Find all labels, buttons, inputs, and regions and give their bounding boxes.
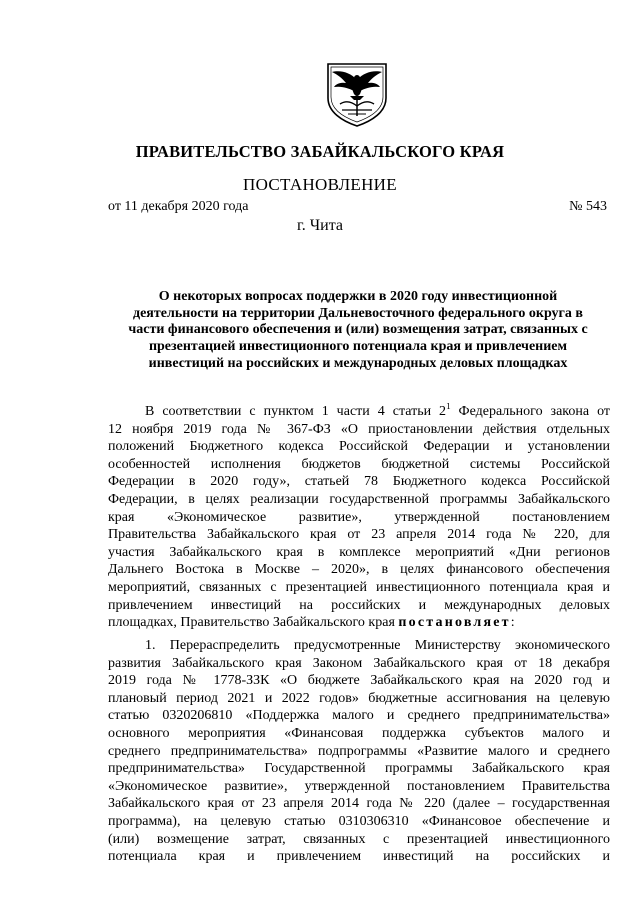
subject-line: презентацией инвестиционного потенциала края и привлечением bbox=[148, 339, 568, 355]
subject-line: деятельности на территории Дальневосточного федерального округа в bbox=[133, 305, 583, 321]
paragraph-line: Федерации в 2020 году», статьей 78 Бюджетного кодекса Российской bbox=[108, 474, 610, 490]
paragraph-line: особенностей исполнения бюджетов бюджетной системы Российской bbox=[108, 456, 610, 472]
coat-of-arms-emblem bbox=[322, 58, 392, 128]
document-type: ПОСТАНОВЛЕНИЕ bbox=[243, 175, 397, 194]
paragraph-line: Дальнего Востока в Москве – 2020», в целях финансового обеспечения bbox=[108, 562, 610, 578]
paragraph-line: Федерации, в целях реализации государственной программы Забайкальского bbox=[108, 491, 610, 507]
paragraph-line bbox=[108, 403, 610, 421]
document-date: от 11 декабря 2020 года bbox=[108, 199, 249, 214]
paragraph-line: предпринимательства» Государственной программы Забайкальского края bbox=[108, 761, 610, 777]
paragraph-line: привлечением инвестиций на российских и международных деловых bbox=[108, 597, 610, 613]
paragraph-line: потенциала края и привлечением инвестиций на российских и bbox=[108, 849, 610, 865]
paragraph-line: статью 0320206810 «Поддержка малого и среднего предпринимательства» bbox=[108, 708, 610, 724]
paragraph-line: (или) возмещение затрат, связанных с презентацией инвестиционного bbox=[108, 831, 610, 847]
text-fragment: В соответствии с пунктом 1 части 4 статьи 2 bbox=[145, 404, 447, 419]
paragraph-line: участия Забайкальского края в комплексе мероприятий «Дни регионов bbox=[108, 544, 610, 560]
paragraph-line: плановый период 2021 и 2022 годов» бюджетные ассигнования на целевую bbox=[108, 690, 610, 706]
paragraph-line: 2019 года № 1778-ЗЗК «О бюджете Забайкальского края на 2020 год и bbox=[108, 673, 610, 689]
text-fragment: : bbox=[510, 615, 515, 631]
paragraph-line: программа), на целевую статью 0310306310 «Финансовое обеспечение и bbox=[108, 813, 610, 829]
paragraph-line: положений Бюджетного кодекса Российской Федерации и установлении bbox=[108, 439, 610, 455]
paragraph-line: Правительства Забайкальского края от 23 апреля 2014 года № 220, для bbox=[108, 527, 610, 543]
superscript: 1 bbox=[446, 403, 451, 411]
paragraph-line bbox=[108, 614, 610, 632]
document-subject bbox=[108, 289, 608, 373]
paragraph-line: развития Забайкальского края Законом Забайкальского края от 18 декабря bbox=[108, 655, 610, 671]
paragraph-line: основного мероприятия «Финансовая поддержка субъектов малого и bbox=[108, 725, 610, 741]
paragraph-line: края «Экономическое развитие», утвержденной постановлением bbox=[108, 509, 610, 525]
paragraph-line: 12 ноября 2019 года № 367-ФЗ «О приостановлении действия отдельных bbox=[108, 421, 610, 437]
resolution-keyword: постановляет bbox=[398, 615, 511, 631]
subject-line: О некоторых вопросах поддержки в 2020 году инвестиционной bbox=[158, 289, 558, 304]
paragraph-line: 1. Перераспределить предусмотренные Министерству экономического bbox=[145, 638, 610, 653]
preamble-paragraph bbox=[108, 403, 610, 632]
paragraph-line: Забайкальского края от 23 апреля 2014 года № 220 (далее – государственная bbox=[108, 796, 610, 812]
document-city: г. Чита bbox=[296, 217, 343, 234]
text-fragment: Федерального закона от bbox=[450, 404, 610, 419]
subject-line: части финансового обеспечения и (или) возмещения затрат, связанных с bbox=[128, 322, 588, 338]
government-title: ПРАВИТЕЛЬСТВО ЗАБАЙКАЛЬСКОГО КРАЯ bbox=[135, 142, 505, 161]
paragraph-line: среднего предпринимательства» подпрограммы «Развитие малого и среднего bbox=[108, 743, 610, 759]
clause-1-paragraph bbox=[108, 637, 610, 866]
text-fragment: площадках, Правительство Забайкальского края bbox=[108, 615, 399, 631]
paragraph-line: мероприятий, связанных с презентацией инвестиционного потенциала края и bbox=[108, 579, 610, 595]
subject-line: инвестиций на российских и международных деловых площадках bbox=[148, 355, 568, 371]
document-number: № 543 bbox=[569, 199, 607, 214]
paragraph-line: «Экономическое развитие», утвержденной постановлением Правительства bbox=[108, 778, 610, 794]
